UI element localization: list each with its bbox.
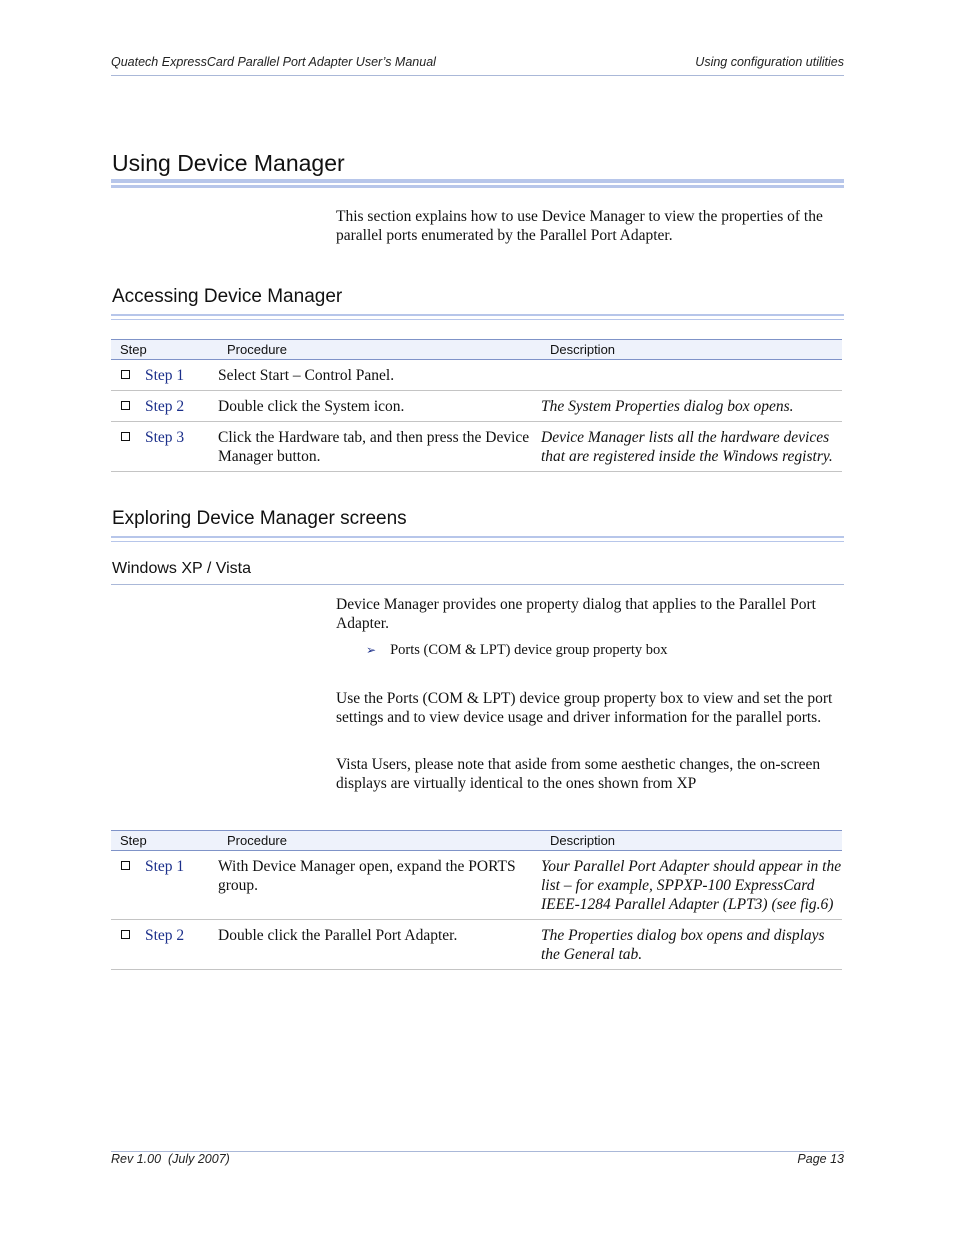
step-link[interactable]: Step 2 [145,927,185,944]
description-cell [541,360,842,391]
windows-paragraph-2: Use the Ports (COM & LPT) device group property box to view and set the port settings and to view device usage and driver information for the parallel ports. [336,690,833,726]
footer-page-number: Page 13 [797,1152,844,1166]
footer-revision: Rev 1.00 (July 2007) [111,1152,230,1166]
checkbox-icon [121,370,130,379]
description-cell: Your Parallel Port Adapter should appear in the list – for example, SPPXP-100 ExpressCard IEEE-1284 Parallel Adapter (LPT3) (see fig.6) [541,851,842,920]
procedure-cell: Double click the Parallel Port Adapter. [218,920,541,970]
step-cell [111,851,218,920]
procedure-cell: With Device Manager open, expand the PORTS group. [218,851,541,920]
subsection-title-windows-xp-vista: Windows XP / Vista [112,560,252,577]
checkbox-icon [121,432,130,441]
step-link[interactable]: Step 3 [145,429,185,446]
procedure-cell: Double click the System icon. [218,391,541,422]
windows-paragraph-3: Vista Users, please note that aside from some aesthetic changes, the on-screen displays are virtually identical to the ones shown from XP [336,756,821,792]
description-cell: The Properties dialog box opens and displays the General tab. [541,920,842,970]
step-cell [111,360,218,391]
step-link[interactable]: Step 2 [145,398,185,415]
checkbox-icon [121,930,130,939]
bullet-text: Ports (COM & LPT) device group property box [390,642,668,658]
step-cell [111,391,218,422]
table-header-procedure: Procedure [218,831,541,851]
table-header-description: Description [541,340,842,360]
checkbox-icon [121,401,130,410]
table-row [111,360,842,391]
subsection-title-rule [111,314,844,320]
subsection-title-rule [111,536,844,542]
header-manual-title: Quatech ExpressCard Parallel Port Adapter User’s Manual [111,55,436,69]
running-header [111,54,844,76]
subsection-title-exploring: Exploring Device Manager screens [112,508,407,529]
arrow-bullet-icon: ➢ [366,643,377,657]
description-cell: The System Properties dialog box opens. [541,391,842,422]
accessing-steps-table [111,339,842,472]
step-link[interactable]: Step 1 [145,858,185,875]
bullet-item [366,642,668,659]
section-title-using-device-manager: Using Device Manager [112,150,345,176]
header-chapter-title: Using configuration utilities [695,55,844,69]
table-header-row [111,831,842,851]
table-header-step: Step [111,831,218,851]
description-cell: Device Manager lists all the hardware devices that are registered inside the Windows registry. [541,422,842,472]
step-cell [111,422,218,472]
exploring-steps-table [111,830,842,970]
subsection-title-accessing: Accessing Device Manager [112,286,343,307]
table-row [111,851,842,920]
running-footer [111,1151,844,1173]
section-intro-paragraph: This section explains how to use Device Manager to view the properties of the parallel ports enumerated by the Parallel Port Adapter. [336,208,823,244]
windows-paragraph-1: Device Manager provides one property dialog that applies to the Parallel Port Adapter. [336,596,816,632]
checkbox-icon [121,861,130,870]
windows-title-rule [111,584,844,585]
table-header-procedure: Procedure [218,340,541,360]
step-link[interactable]: Step 1 [145,367,185,384]
section-title-rule [111,179,844,188]
table-header-step: Step [111,340,218,360]
table-row [111,422,842,472]
table-row [111,391,842,422]
table-row [111,920,842,970]
table-header-row [111,340,842,360]
procedure-cell: Select Start – Control Panel. [218,360,541,391]
table-header-description: Description [541,831,842,851]
step-cell [111,920,218,970]
procedure-cell: Click the Hardware tab, and then press the Device Manager button. [218,422,541,472]
